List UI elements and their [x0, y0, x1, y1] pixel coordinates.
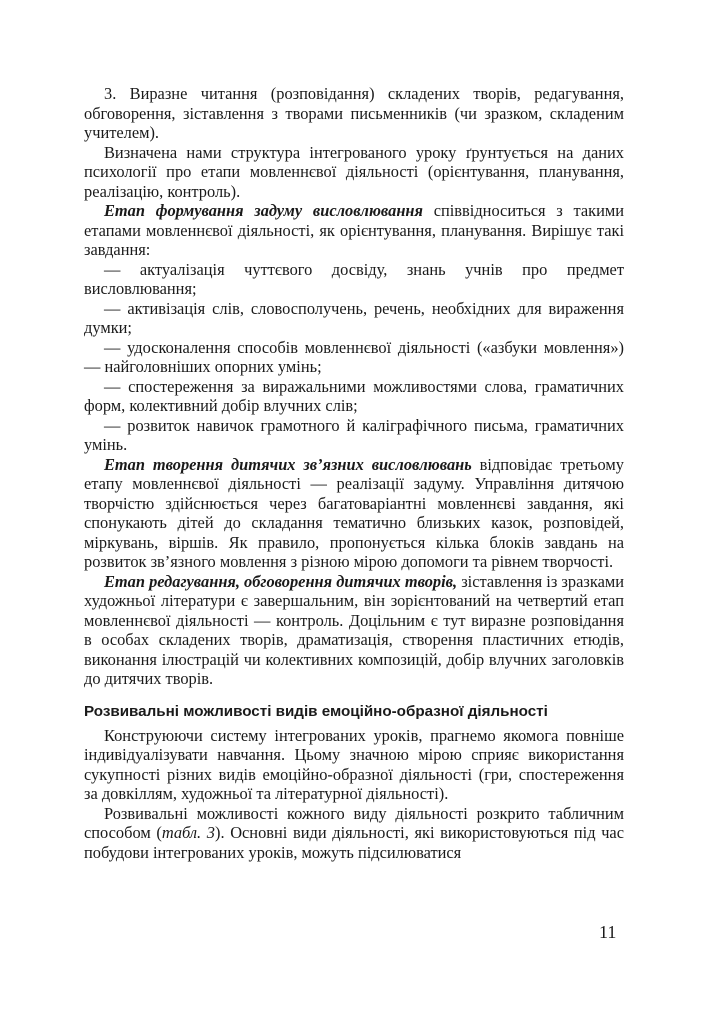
paragraph-stage-concept [84, 201, 624, 260]
paragraph-constructing: Конструюючи систему інтегрованих уроків, прагнемо якомога повніше індивідуалізувати навчання. Цьому значною мірою сприяє використання сукупності різних видів емоційно-образної діяльності (гри, спостереження за довкіллям, художньої та літературної діяльності). [84, 725, 624, 803]
table-ref-after: ). Основні види діяльності, які використовуються під час побудови інтегрованих уроків, можуть підсилюватися [84, 823, 624, 862]
paragraph-table-reference [84, 804, 624, 863]
list-item: — розвиток навичок грамотного й каліграфічного письма, граматичних умінь. [84, 415, 624, 454]
table-ref-before: Розвивальні можливості кожного виду діяльності розкрито табличним способом ( [84, 803, 624, 842]
stage-concept-text: співвідноситься з такими етапами мовленнєвої діяльності, як орієнтування, планування. Вирішує такі завдання: [84, 201, 624, 259]
list-item: — актуалізація чуттєвого досвіду, знань учнів про предмет висловлювання; [84, 259, 624, 298]
table-ref-link: табл. 3 [161, 823, 215, 842]
stage-creation-lead: Етап творення дитячих зв’язних висловлювань [104, 454, 472, 474]
list-item: — активізація слів, словосполучень, речень, необхідних для вираження думки; [84, 298, 624, 337]
page-number: 11 [599, 922, 617, 942]
list-item: — спостереження за виражальними можливостями слова, граматичних форм, колективний добір влучних слів; [84, 376, 624, 415]
stage-concept-lead: Етап формування задуму висловлювання [104, 201, 423, 220]
paragraph-structure: Визначена нами структура інтегрованого уроку ґрунтується на даних психології про етапи мовленнєвої діяльності (орієнтування, планування, реалізацію, контроль). [84, 142, 624, 201]
stage-editing-lead: Етап редагування, обговорення дитячих творів, [104, 571, 458, 591]
paragraph-stage-creation [84, 455, 624, 572]
stage-editing-text: зіставлення із зразками художньої літератури є завершальним, він зорієнтований на четвертий етап мовленнєвої діяльності — контроль. Доцільним є тут виразне розповідання в особах складених творів, драматизація, створення пластичних етюдів, виконання ілюстрацій чи колективних композицій, добір влучних заголовків до дитячих творів. [84, 571, 624, 688]
stage-creation-text: відповідає третьому етапу мовленнєвої діяльності — реалізації задуму. Управління дитячою творчістю здійснюється через багатоваріантні мовленнєві завдання, які спонукають дітей до складання тематично близьких казок, розповідей, міркувань, віршів. Як правило, пропонується кілька блоків завдань на розвиток зв’язного мовлення з різною мірою допомоги та рівнем творчості. [84, 454, 624, 571]
list-item: — удосконалення способів мовленнєвої діяльності («азбуки мовлення») — найголовніших опорних умінь; [84, 337, 624, 376]
paragraph-stage-editing [84, 572, 624, 689]
page-body [84, 84, 624, 862]
section-heading: Розвивальні можливості видів емоційно-образної діяльності [84, 702, 548, 720]
paragraph-step-3: 3. Виразне читання (розповідання) складених творів, редагування, обговорення, зіставлення з творами письменників (чи зразком, складеним учителем). [84, 84, 624, 142]
